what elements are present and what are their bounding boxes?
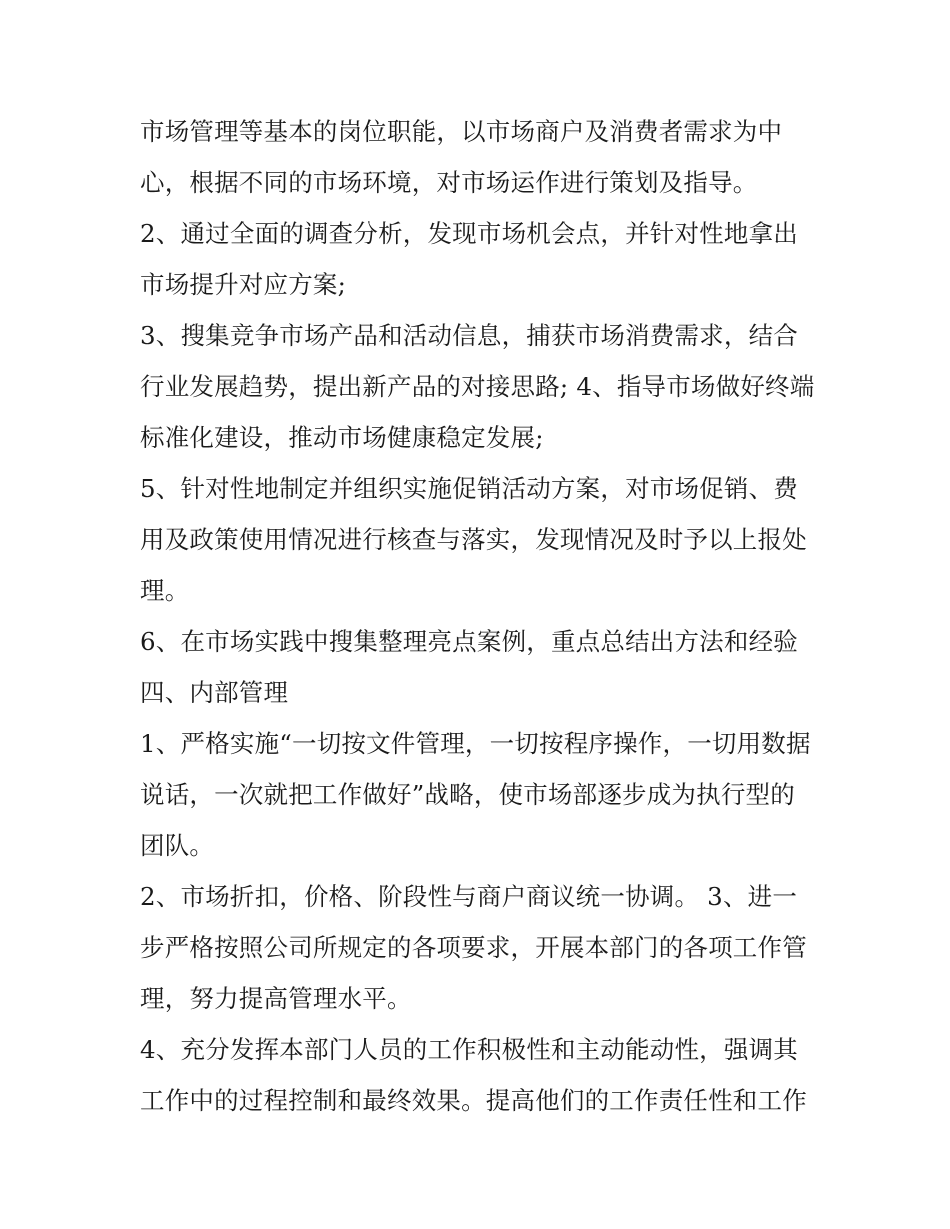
text-line-15: 团队。 bbox=[140, 831, 215, 860]
text-line-10: 理。 bbox=[140, 576, 190, 605]
text-line-11: 6、在市场实践中搜集整理亮点案例，重点总结出方法和经验 bbox=[140, 627, 798, 656]
text-line-5: 3、搜集竞争市场产品和活动信息，捕获市场消费需求，结合 bbox=[140, 321, 798, 350]
body-text bbox=[140, 106, 820, 1126]
text-line-18: 理，努力提高管理水平。 bbox=[140, 984, 412, 1013]
section-heading: 四、内部管理 bbox=[140, 678, 289, 707]
text-line-13: 1、严格实施“一切按文件管理，一切按程序操作，一切用数据 bbox=[140, 729, 811, 758]
text-line-17: 步严格按照公司所规定的各项要求，开展本部门的各项工作管 bbox=[140, 933, 807, 962]
text-line-9: 用及政策使用情况进行核查与落实，发现情况及时予以上报处 bbox=[140, 525, 807, 554]
text-line-19: 4、充分发挥本部门人员的工作积极性和主动能动性，强调其 bbox=[140, 1035, 798, 1064]
text-line-2: 心，根据不同的市场环境，对市场运作进行策划及指导。 bbox=[140, 168, 758, 197]
text-line-6: 行业发展趋势，提出新产品的对接思路; 4、指导市场做好终端 bbox=[140, 372, 815, 401]
text-line-20: 工作中的过程控制和最终效果。提高他们的工作责任性和工作 bbox=[140, 1086, 807, 1115]
text-line-14: 说话，一次就把工作做好”战略，使市场部逐步成为执行型的 bbox=[140, 780, 795, 809]
text-line-16: 2、市场折扣，价格、阶段性与商户商议统一协调。 3、进一 bbox=[140, 882, 798, 911]
text-line-1: 市场管理等基本的岗位职能，以市场商户及消费者需求为中 bbox=[140, 117, 783, 146]
text-line-8: 5、针对性地制定并组织实施促销活动方案，对市场促销、费 bbox=[140, 474, 798, 503]
text-line-3: 2、通过全面的调查分析，发现市场机会点，并针对性地拿出 bbox=[140, 219, 798, 248]
text-line-7: 标准化建设，推动市场健康稳定发展; bbox=[140, 423, 544, 452]
text-line-4: 市场提升对应方案; bbox=[140, 270, 347, 299]
